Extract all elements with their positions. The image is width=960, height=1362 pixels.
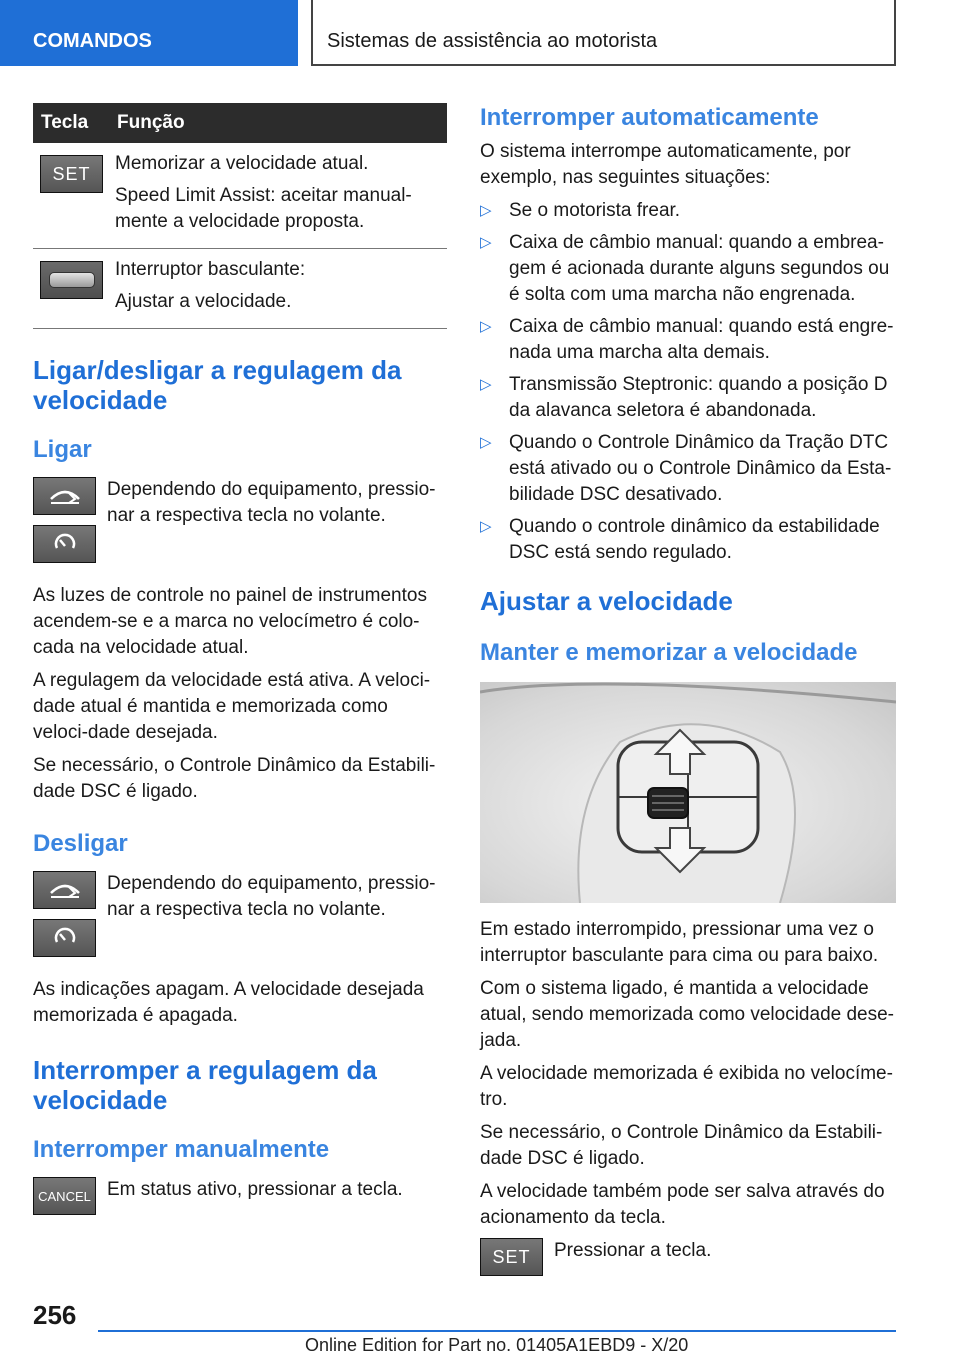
off-keys-row <box>33 871 447 967</box>
auto-interrupt-list <box>480 198 896 566</box>
heading-keep: Manter e memorizar a velocidade <box>480 639 858 666</box>
manual-text: Em status ativo, pressionar a tecla. <box>107 1179 403 1200</box>
left-column <box>33 103 447 1235</box>
chapter-title: Sistemas de assistência ao motorista <box>327 30 658 52</box>
speed-limiter-icon <box>33 525 96 563</box>
triangle-bullet-icon: ▷ <box>480 376 492 393</box>
cruise-control-icon <box>33 871 96 909</box>
triangle-bullet-icon: ▷ <box>480 202 492 219</box>
col-function-header: Função <box>109 103 447 143</box>
list-item: ▷ Quando o controle dinâmico da estabilidade DSC está sendo regulado. <box>480 516 880 563</box>
list-item: ▷ Se o motorista frear. <box>480 198 896 224</box>
on-text: Dependendo do equipamento, pressio-nar a respectiva tecla no volante. <box>107 479 436 526</box>
col-key-header: Tecla <box>33 103 109 143</box>
paragraph: Se necessário, o Controle Dinâmico da Estabili-dade DSC é ligado. <box>33 755 436 802</box>
heading-adjust: Ajustar a velocidade <box>480 586 733 616</box>
triangle-bullet-icon: ▷ <box>480 234 492 251</box>
paragraph: A regulagem da velocidade está ativa. A veloci-dade atual é mantida e memorizada como veloci-dade desejada. <box>33 670 431 743</box>
paragraph: Se necessário, o Controle Dinâmico da Estabili-dade DSC é ligado. <box>480 1122 883 1169</box>
table-cell-text: Interruptor basculante: <box>115 259 306 280</box>
footer-edition: Online Edition for Part no. 01405A1EBD9 - X/20 <box>305 1335 689 1355</box>
section-title: COMANDOS <box>33 30 152 52</box>
list-item: ▷ Transmissão Steptronic: quando a posição D da alavanca seletora é abandonada. <box>480 374 888 421</box>
key-function-table <box>33 103 447 329</box>
off-text: Dependendo do equipamento, pressio-nar a respectiva tecla no volante. <box>107 873 436 920</box>
table-header <box>33 103 447 143</box>
set-key-icon: SET <box>40 155 103 193</box>
set-key-icon: SET <box>480 1238 543 1276</box>
rocker-switch-icon <box>40 261 103 299</box>
heading-auto: Interromper automaticamente <box>480 104 819 131</box>
speed-limiter-icon <box>33 919 96 957</box>
header-chapter <box>311 0 896 66</box>
header-section <box>0 0 298 66</box>
cruise-control-icon <box>33 477 96 515</box>
paragraph: Com o sistema ligado, é mantida a velocidade atual, sendo memorizada como velocidade dese-jada. <box>480 978 895 1051</box>
list-item: ▷ Caixa de câmbio manual: quando está engre-nada uma marcha alta demais. <box>480 316 894 363</box>
set-row <box>480 1238 896 1286</box>
table-row <box>33 249 447 329</box>
paragraph: As luzes de controle no painel de instrumentos acendem-se e a marca no velocímetro é colo-cada na velocidade atual. <box>33 585 427 658</box>
footer-divider <box>98 1330 896 1332</box>
table-cell-text: Speed Limit Assist: aceitar manual-mente a velocidade proposta. <box>115 185 412 232</box>
table-cell-text: Ajustar a velocidade. <box>115 291 292 312</box>
paragraph: A velocidade memorizada é exibida no velocíme-tro. <box>480 1063 893 1110</box>
heading-off: Desligar <box>33 830 128 857</box>
triangle-bullet-icon: ▷ <box>480 518 492 535</box>
heading-onoff: Ligar/desligar a regulagem da velocidade <box>33 355 402 415</box>
on-keys-row <box>33 477 447 573</box>
right-column <box>480 103 896 1296</box>
paragraph: O sistema interrompe automaticamente, por exemplo, nas seguintes situações: <box>480 141 851 188</box>
steering-wheel-image <box>480 682 896 903</box>
triangle-bullet-icon: ▷ <box>480 434 492 451</box>
triangle-bullet-icon: ▷ <box>480 318 492 335</box>
press-text: Pressionar a tecla. <box>554 1240 712 1261</box>
paragraph: Em estado interrompido, pressionar uma vez o interruptor basculante para cima ou para baixo. <box>480 919 879 966</box>
list-item: ▷ Quando o Controle Dinâmico da Tração DTC está ativado ou o Controle Dinâmico da Esta-bilidade DSC desativado. <box>480 432 892 505</box>
table-row <box>33 143 447 249</box>
heading-manual: Interromper manualmente <box>33 1136 330 1163</box>
paragraph: As indicações apagam. A velocidade desejada memorizada é apagada. <box>33 979 424 1026</box>
page-number: 256 <box>33 1300 77 1330</box>
table-cell-text: Memorizar a velocidade atual. <box>115 153 369 174</box>
cancel-key-icon: CANCEL <box>33 1177 96 1215</box>
heading-on: Ligar <box>33 436 92 463</box>
list-item: ▷ Caixa de câmbio manual: quando a embrea-gem é acionada durante alguns segundos ou é solta com uma marcha não engrenada. <box>480 232 890 305</box>
manual-row <box>33 1177 447 1225</box>
paragraph: A velocidade também pode ser salva através do acionamento da tecla. <box>480 1181 885 1228</box>
heading-interrupt: Interromper a regulagem da velocidade <box>33 1055 377 1115</box>
